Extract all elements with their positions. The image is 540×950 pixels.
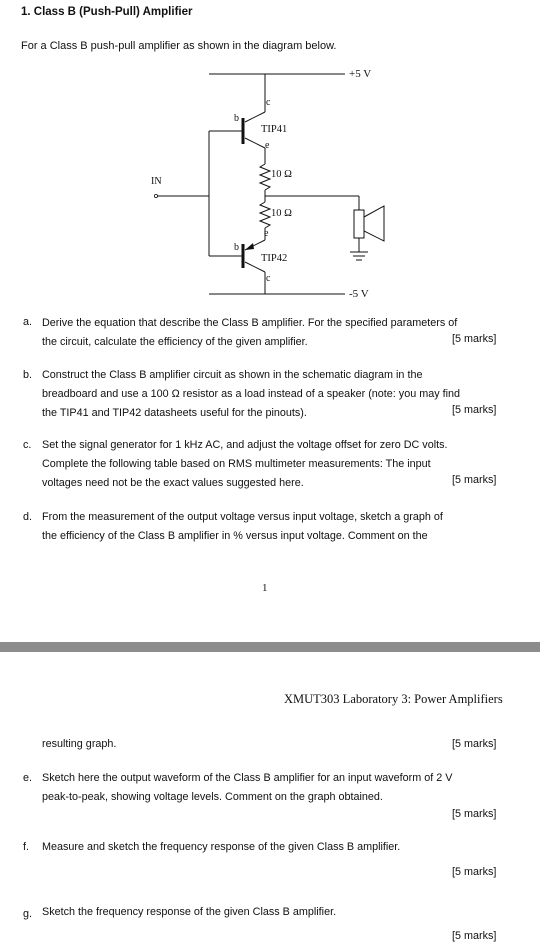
vminus-label: -5 V bbox=[349, 288, 369, 300]
question-e-text bbox=[42, 769, 522, 807]
question-g-text: Sketch the frequency response of the given Class B amplifier. bbox=[42, 906, 337, 918]
question-c-text bbox=[42, 436, 522, 493]
question-g-label: g. bbox=[23, 908, 33, 920]
input-label: IN bbox=[151, 176, 162, 187]
question-c-line2: Complete the following table based on RMS multimeter measurements: The input bbox=[42, 458, 431, 470]
q2-base-label: b bbox=[234, 242, 239, 253]
question-c-line3: voltages need not be the exact values suggested here. bbox=[42, 477, 304, 489]
question-f-text: Measure and sketch the frequency response of the given Class B amplifier. bbox=[42, 841, 401, 853]
question-d-marks: [5 marks] bbox=[452, 738, 497, 750]
q2-name-label: TIP42 bbox=[261, 253, 288, 264]
question-b-text bbox=[42, 366, 522, 423]
question-b-label: b. bbox=[23, 369, 33, 381]
q2-collector-label: c bbox=[266, 273, 271, 284]
q1-emitter-label: e bbox=[265, 140, 270, 151]
resistor1-label: 10 Ω bbox=[271, 169, 292, 180]
page-number: 1 bbox=[262, 582, 268, 594]
section-title: 1. Class B (Push-Pull) Amplifier bbox=[21, 6, 193, 18]
question-d-label: d. bbox=[23, 511, 33, 523]
question-c-label: c. bbox=[23, 439, 32, 451]
question-a-label: a. bbox=[23, 316, 33, 328]
question-b-line1: Construct the Class B amplifier circuit as shown in the schematic diagram in the bbox=[42, 369, 423, 381]
question-c-marks: [5 marks] bbox=[452, 474, 497, 486]
intro-text: For a Class B push-pull amplifier as shown in the diagram below. bbox=[21, 40, 337, 52]
question-a-line2: the circuit, calculate the efficiency of the given amplifier. bbox=[42, 336, 308, 348]
question-c-line1: Set the signal generator for 1 kHz AC, and adjust the voltage offset for zero DC volts. bbox=[42, 439, 448, 451]
question-d-line1: From the measurement of the output voltage versus input voltage, sketch a graph of bbox=[42, 511, 443, 523]
question-e-line2: peak-to-peak, showing voltage levels. Comment on the graph obtained. bbox=[42, 791, 383, 803]
question-f-marks: [5 marks] bbox=[452, 866, 497, 878]
q1-collector-label: c bbox=[266, 97, 271, 108]
question-e-line1: Sketch here the output waveform of the Class B amplifier for an input waveform of 2 V bbox=[42, 772, 453, 784]
resistor2-label: 10 Ω bbox=[271, 208, 292, 219]
question-b-line2: breadboard and use a 100 Ω resistor as a load instead of a speaker (note: you may find bbox=[42, 388, 461, 400]
q1-name-label: TIP41 bbox=[261, 124, 288, 135]
question-d-line2: the efficiency of the Class B amplifier in % versus input voltage. Comment on the bbox=[42, 530, 428, 542]
question-d-continued: resulting graph. bbox=[42, 738, 117, 750]
page-divider bbox=[0, 642, 540, 652]
question-a-text bbox=[42, 314, 522, 352]
question-f-label: f. bbox=[23, 841, 29, 853]
question-a-marks: [5 marks] bbox=[452, 333, 497, 345]
question-a-line1: Derive the equation that describe the Class B amplifier. For the specified parameters of bbox=[42, 317, 458, 329]
page-header: XMUT303 Laboratory 3: Power Amplifiers bbox=[284, 692, 503, 706]
question-e-label: e. bbox=[23, 772, 33, 784]
question-b-line3: the TIP41 and TIP42 datasheets useful for the pinouts). bbox=[42, 407, 307, 419]
question-b-marks: [5 marks] bbox=[452, 404, 497, 416]
question-g-marks: [5 marks] bbox=[452, 930, 497, 942]
q1-base-label: b bbox=[234, 113, 239, 124]
question-d-text bbox=[42, 508, 522, 546]
question-e-marks: [5 marks] bbox=[452, 808, 497, 820]
vplus-label: +5 V bbox=[349, 68, 372, 80]
q2-emitter-label: e bbox=[264, 228, 269, 239]
